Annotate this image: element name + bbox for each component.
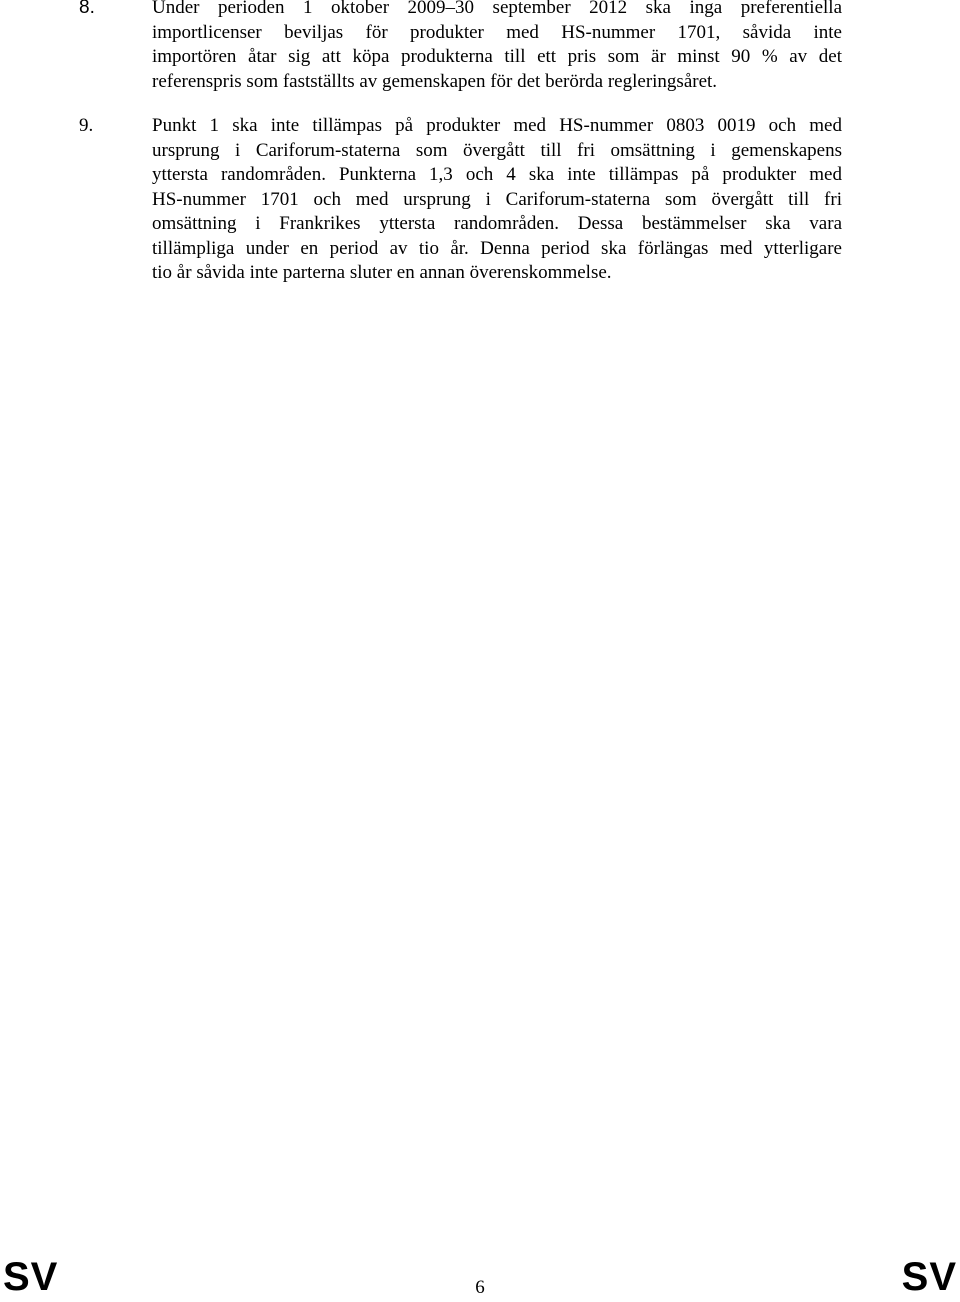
footer-language-left: SV bbox=[3, 1255, 59, 1299]
text-line: referenspris som fastställts av gemenskapen för det berörda regleringsåret. bbox=[152, 70, 718, 92]
text-line: Under perioden 1 oktober 2009–30 september 2012 ska inga preferentiella bbox=[152, 0, 842, 18]
text-line: importlicenser beviljas för produkter med HS-nummer 1701, såvida inte bbox=[152, 21, 842, 43]
paragraph-text bbox=[152, 0, 842, 94]
text-line: HS-nummer 1701 och med ursprung i Cariforum-staterna som övergått till fri bbox=[152, 188, 842, 210]
text-line: Punkt 1 ska inte tillämpas på produkter med HS-nummer 0803 0019 och med bbox=[152, 115, 842, 136]
paragraph-number: 8. bbox=[79, 0, 95, 18]
text-line: yttersta randområden. Punkterna 1,3 och 4 ska inte tillämpas på produkter med bbox=[152, 164, 842, 185]
text-line: importören åtar sig att köpa produkterna till ett pris som är minst 90 % av det bbox=[152, 46, 842, 67]
page-number: 6 bbox=[475, 1277, 485, 1298]
paragraph-number: 9. bbox=[79, 115, 94, 136]
text-line: tio år såvida inte parterna sluter en annan överenskommelse. bbox=[152, 262, 612, 283]
text-line: tillämpliga under en period av tio år. Denna period ska förlängas med ytterligare bbox=[152, 237, 842, 259]
paragraph-text bbox=[152, 114, 842, 286]
text-line: omsättning i Frankrikes yttersta randområden. Dessa bestämmelser ska vara bbox=[152, 213, 842, 234]
text-line: ursprung i Cariforum-staterna som övergått till fri omsättning i gemenskapens bbox=[152, 139, 842, 161]
footer-language-right: SV bbox=[901, 1255, 957, 1299]
